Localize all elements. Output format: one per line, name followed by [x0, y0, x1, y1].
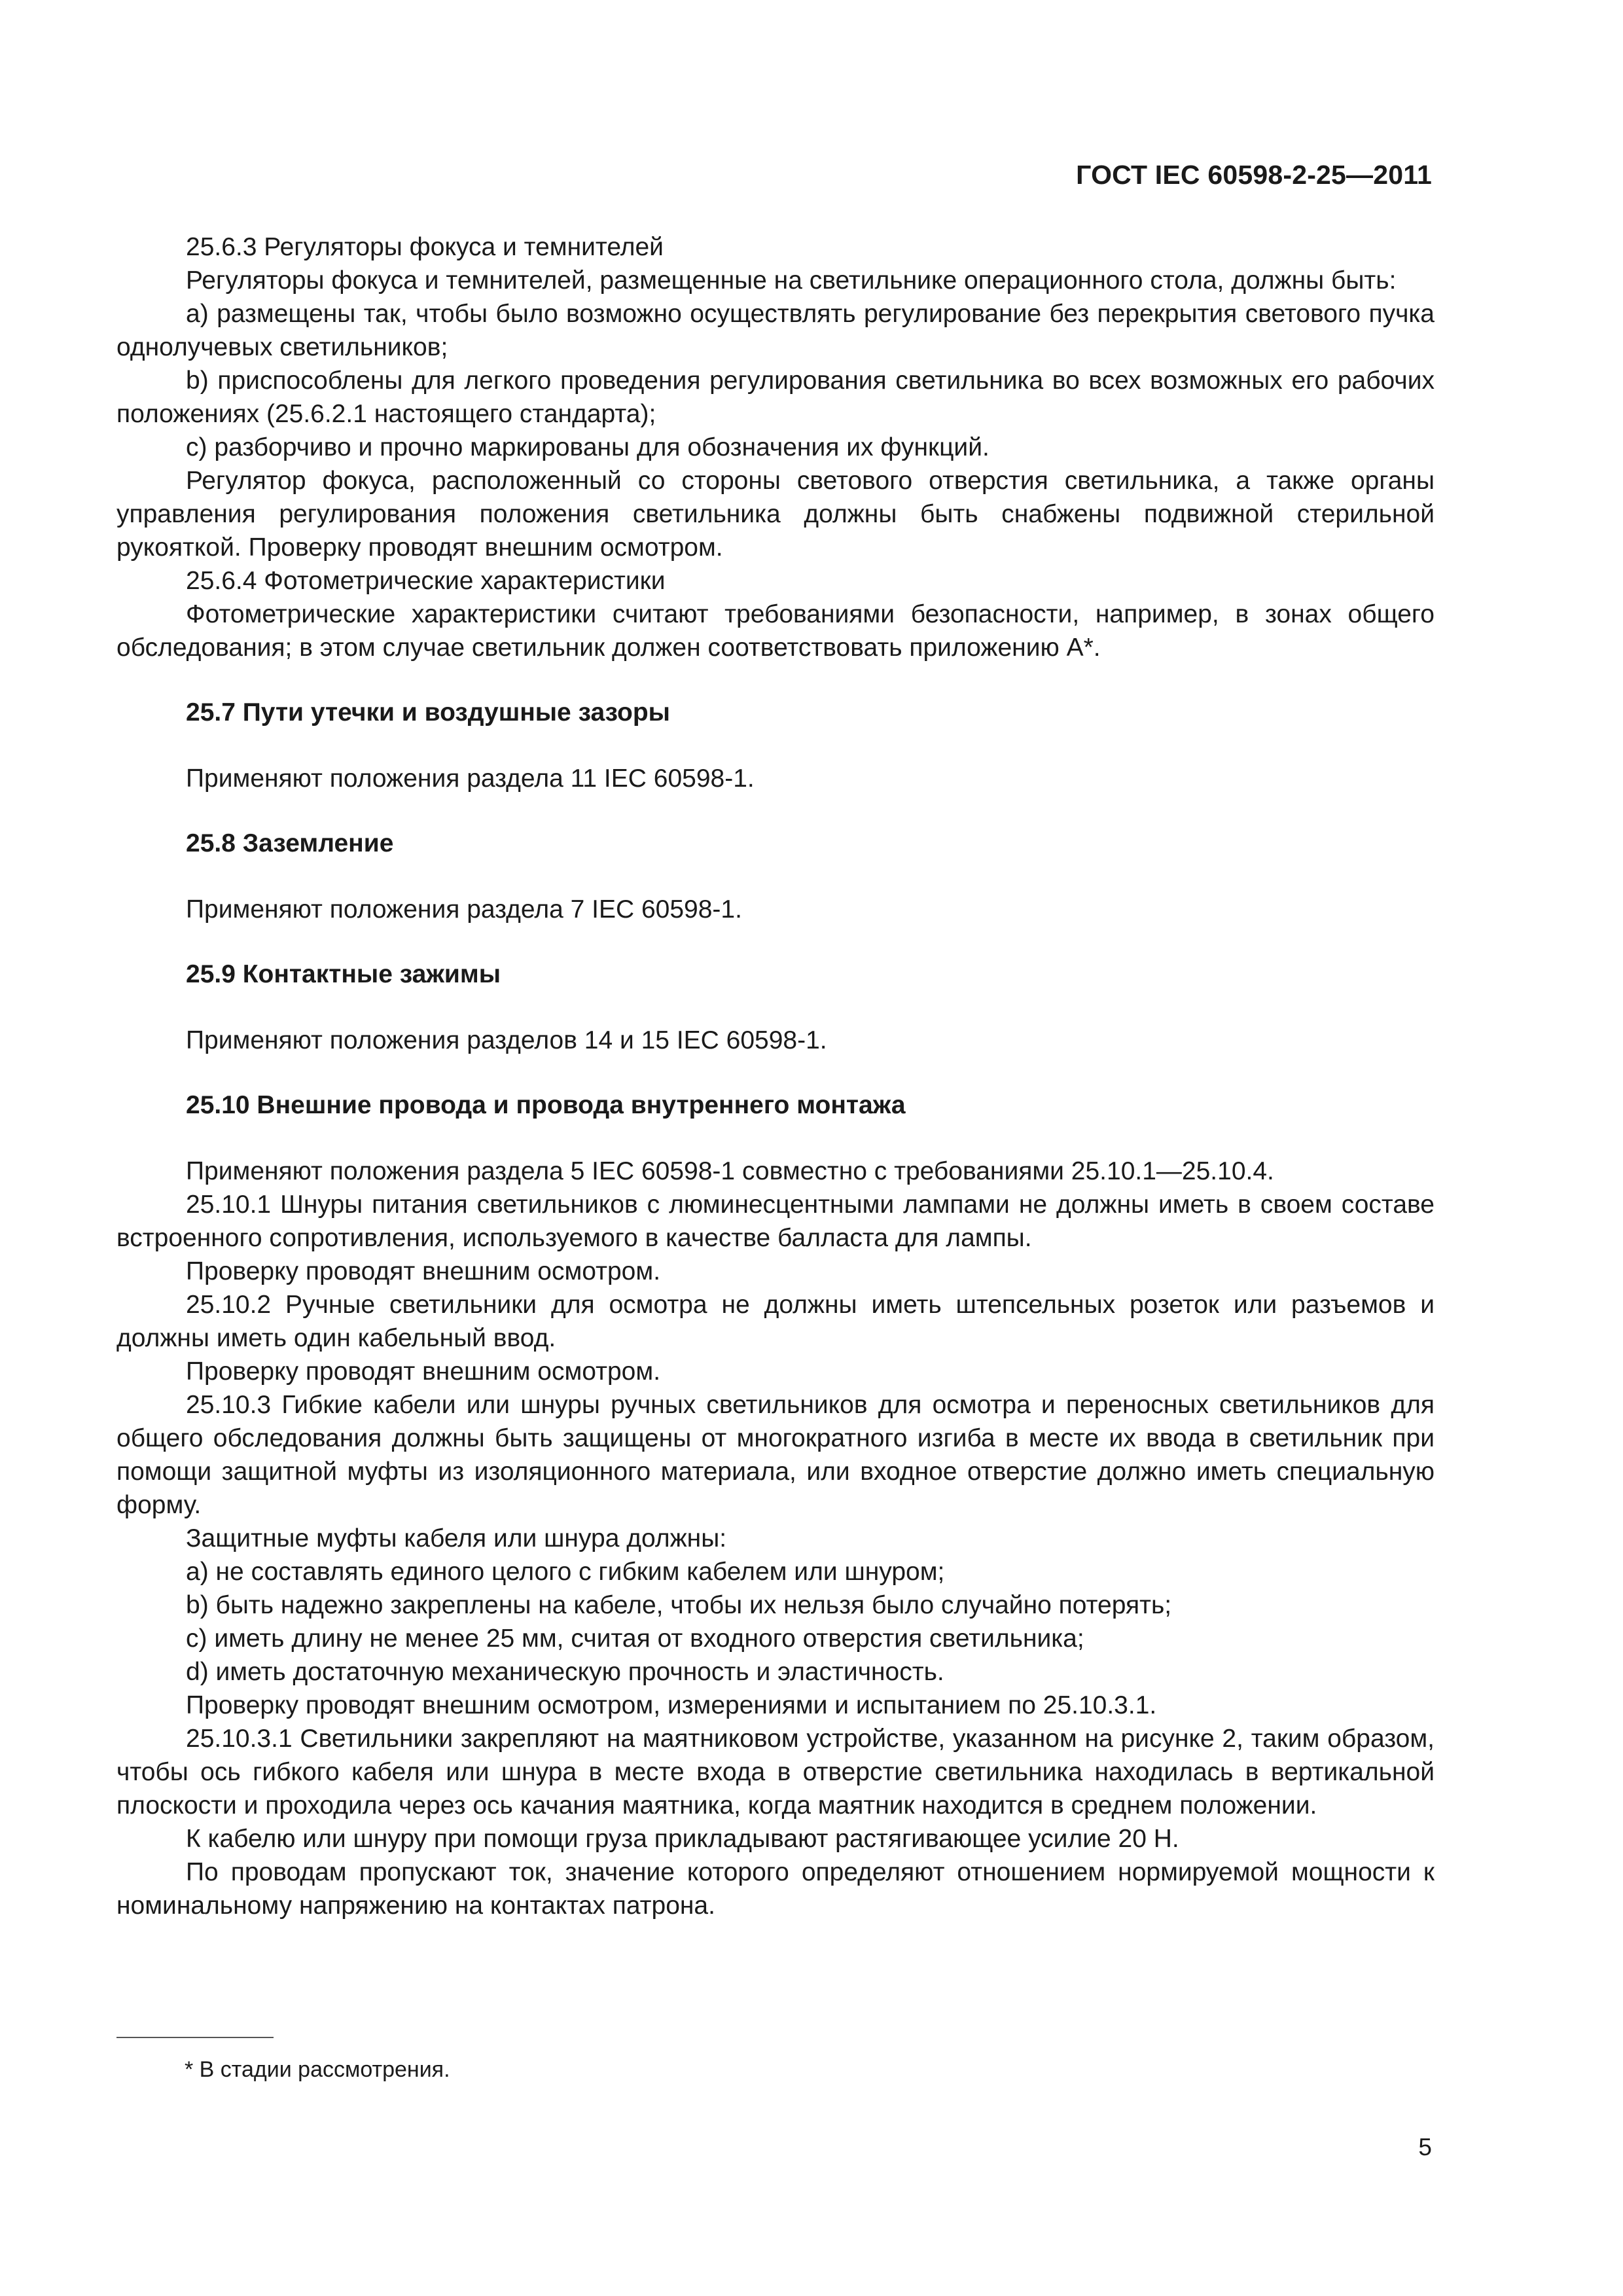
section-heading: 25.8 Заземление — [186, 829, 394, 857]
list-item: b) приспособлены для легкого проведения регулирования светильника во всех возможных его рабочих положениях (25.6.2.1 настоящего стандарта); — [116, 367, 1435, 428]
list-item: c) разборчиво и прочно маркированы для обозначения их функций. — [186, 433, 990, 461]
paragraph: 25.10.3 Гибкие кабели или шнуры ручных светильников для осмотра и переносных светильников для общего обследования должны быть защищены от многократного изгиба в месте их ввода в светильник при помощи защитной муфты из изоляционного материала, или входное отверстие должно иметь специальную форму. — [116, 1391, 1435, 1519]
section-heading: 25.7 Пути утечки и воздушные зазоры — [186, 698, 670, 726]
paragraph: Применяют положения раздела 7 IEC 60598-1. — [186, 895, 742, 924]
footnote: * В стадии рассмотрения. — [185, 2057, 450, 2082]
paragraph: Регулятор фокуса, расположенный со стороны светового отверстия светильника, а также органы управления регулирования положения светильника должны быть снабжены подвижной стерильной рукояткой. Проверку проводят внешним осмотром. — [116, 467, 1435, 562]
subsection-title: 25.6.3 Регуляторы фокуса и темнителей — [186, 233, 664, 261]
paragraph: По проводам пропускают ток, значение которого определяют отношением нормируемой мощности к номинальному напряжению на контактах патрона. — [116, 1858, 1435, 1920]
list-item: a) размещены так, чтобы было возможно осуществлять регулирование без перекрытия светового пучка однолучевых светильников; — [116, 300, 1435, 361]
paragraph: К кабелю или шнуру при помощи груза прикладывают растягивающее усилие 20 Н. — [186, 1825, 1179, 1853]
paragraph: Применяют положения раздела 11 IEC 60598-1. — [186, 764, 755, 793]
paragraph: Защитные муфты кабеля или шнура должны: — [186, 1524, 727, 1552]
list-item: c) иметь длину не менее 25 мм, считая от входного отверстия светильника; — [186, 1624, 1084, 1653]
paragraph: Фотометрические характеристики считают требованиями безопасности, например, в зонах общего обследования; в этом случае светильник должен соответствовать приложению А*. — [116, 600, 1435, 662]
paragraph: 25.10.3.1 Светильники закрепляют на маятниковом устройстве, указанном на рисунке 2, таким образом, чтобы ось гибкого кабеля или шнура в месте входа в отверстие светильника находилась в вертикальной плоскости и проходила через ось качания маятника, когда маятник находится в среднем положении. — [116, 1725, 1435, 1820]
list-item: b) быть надежно закреплены на кабеле, чтобы их нельзя было случайно потерять; — [186, 1591, 1172, 1619]
footnote-divider — [116, 2037, 274, 2038]
section-heading: 25.9 Контактные зажимы — [186, 960, 501, 988]
document-code-header: ГОСТ IEC 60598-2-25—2011 — [1076, 160, 1432, 190]
list-item: d) иметь достаточную механическую прочность и эластичность. — [186, 1658, 944, 1686]
paragraph: 25.10.2 Ручные светильники для осмотра не должны иметь штепсельных розеток или разъемов и должны иметь один кабельный ввод. — [116, 1291, 1435, 1352]
document-body — [116, 230, 1435, 1922]
paragraph: Проверку проводят внешним осмотром, измерениями и испытанием по 25.10.3.1. — [186, 1691, 1157, 1719]
page-number: 5 — [1418, 2134, 1432, 2161]
section-heading: 25.10 Внешние провода и провода внутреннего монтажа — [186, 1091, 906, 1119]
paragraph: Проверку проводят внешним осмотром. — [186, 1257, 661, 1285]
paragraph: Применяют положения раздела 5 IEC 60598-1 совместно с требованиями 25.10.1—25.10.4. — [186, 1157, 1274, 1185]
paragraph: Регуляторы фокуса и темнителей, размещенные на светильнике операционного стола, должны быть: — [186, 266, 1397, 295]
subsection-title: 25.6.4 Фотометрические характеристики — [186, 567, 666, 595]
list-item: a) не составлять единого целого с гибким кабелем или шнуром; — [186, 1558, 945, 1586]
paragraph: Применяют положения разделов 14 и 15 IEC 60598-1. — [186, 1026, 827, 1054]
paragraph: Проверку проводят внешним осмотром. — [186, 1357, 661, 1386]
paragraph: 25.10.1 Шнуры питания светильников с люминесцентными лампами не должны иметь в своем составе встроенного сопротивления, используемого в качестве балласта для лампы. — [116, 1191, 1435, 1252]
